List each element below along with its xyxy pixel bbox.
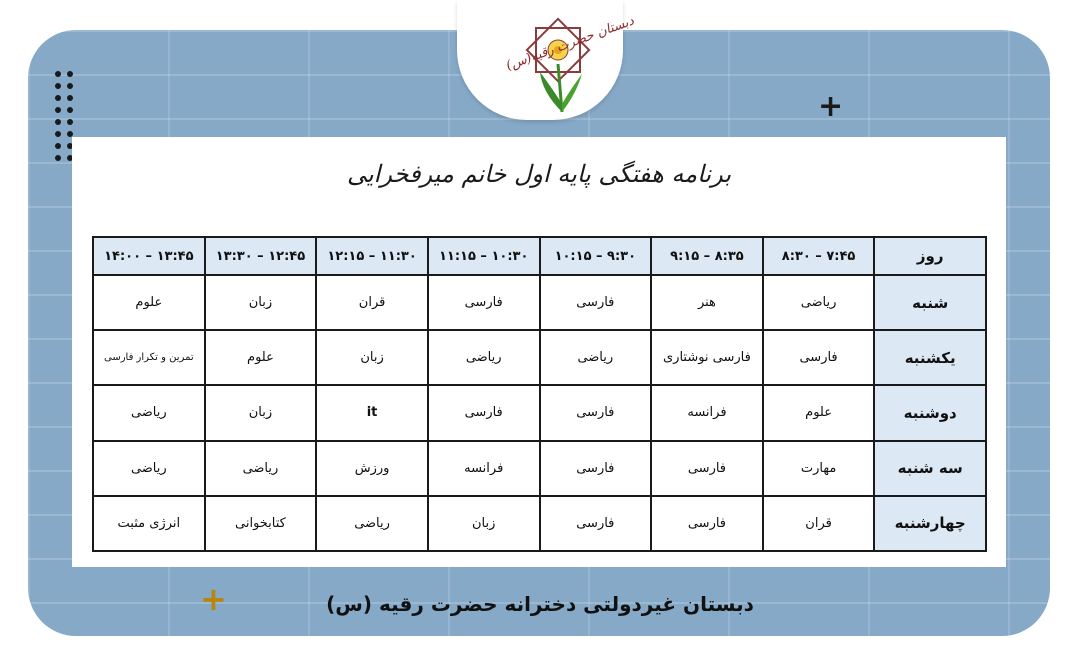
school-name-footer: دبستان غیردولتی دخترانه حضرت رقیه (س): [326, 592, 754, 616]
table-cell: فارسی: [763, 330, 875, 385]
table-row: [93, 330, 986, 385]
column-header: ۱۰:۱۵ – ۹:۳۰: [540, 237, 652, 275]
page-title: برنامه هفتگی پایه اول خانم میرفخرایی: [346, 160, 731, 188]
table-cell: علوم: [763, 385, 875, 440]
table-cell: قران: [316, 275, 428, 330]
day-cell: شنبه: [874, 275, 986, 330]
table-cell: کتابخوانی: [205, 496, 317, 551]
day-cell: سه شنبه: [874, 441, 986, 496]
table-cell: ریاضی: [316, 496, 428, 551]
table-cell: فارسی: [540, 441, 652, 496]
day-cell: چهارشنبه: [874, 496, 986, 551]
table-cell: قران: [763, 496, 875, 551]
column-header: ۱۴:۰۰ – ۱۳:۴۵: [93, 237, 205, 275]
header-row: [93, 237, 986, 275]
table-cell: ریاضی: [205, 441, 317, 496]
plus-decoration-bottom: +: [200, 580, 227, 618]
weekly-schedule-table: [92, 236, 987, 552]
column-header: روز: [874, 237, 986, 275]
column-header: ۸:۳۰ – ۷:۴۵: [763, 237, 875, 275]
table-cell: it: [316, 385, 428, 440]
table-cell: فارسی: [540, 496, 652, 551]
table-cell: انرژی مثبت: [93, 496, 205, 551]
table-cell: ریاضی: [428, 330, 540, 385]
table-cell: فارسی: [540, 385, 652, 440]
table-row: [93, 441, 986, 496]
table-cell: مهارت: [763, 441, 875, 496]
table-cell: فارسی نوشتاری: [651, 330, 763, 385]
day-cell: دوشنبه: [874, 385, 986, 440]
table-cell: فرانسه: [651, 385, 763, 440]
table-cell: ریاضی: [93, 385, 205, 440]
table-cell: ریاضی: [93, 441, 205, 496]
table-cell: علوم: [93, 275, 205, 330]
table-cell: فارسی: [428, 275, 540, 330]
column-header: ۹:۱۵ – ۸:۳۵: [651, 237, 763, 275]
table-cell: فارسی: [651, 496, 763, 551]
column-header: ۱۲:۱۵ – ۱۱:۳۰: [316, 237, 428, 275]
table-row: [93, 496, 986, 551]
table-cell: تمرین و تکرار فارسی: [93, 330, 205, 385]
day-cell: یکشنبه: [874, 330, 986, 385]
table-cell: زبان: [205, 385, 317, 440]
table-cell: ریاضی: [763, 275, 875, 330]
table-cell: زبان: [428, 496, 540, 551]
table-cell: فارسی: [651, 441, 763, 496]
table-cell: فارسی: [428, 385, 540, 440]
column-header: ۱۳:۳۰ – ۱۲:۴۵: [205, 237, 317, 275]
table-cell: ورزش: [316, 441, 428, 496]
table-row: [93, 385, 986, 440]
table-cell: ریاضی: [540, 330, 652, 385]
table-cell: فرانسه: [428, 441, 540, 496]
table-cell: فارسی: [540, 275, 652, 330]
table-cell: علوم: [205, 330, 317, 385]
column-header: ۱۱:۱۵ – ۱۰:۳۰: [428, 237, 540, 275]
table-row: [93, 275, 986, 330]
table-cell: هنر: [651, 275, 763, 330]
school-logo: [478, 8, 637, 116]
table-cell: زبان: [205, 275, 317, 330]
table-cell: زبان: [316, 330, 428, 385]
plus-decoration-top: +: [818, 89, 844, 124]
logo-text: دبستان حضرت رقیه(س): [504, 13, 637, 74]
